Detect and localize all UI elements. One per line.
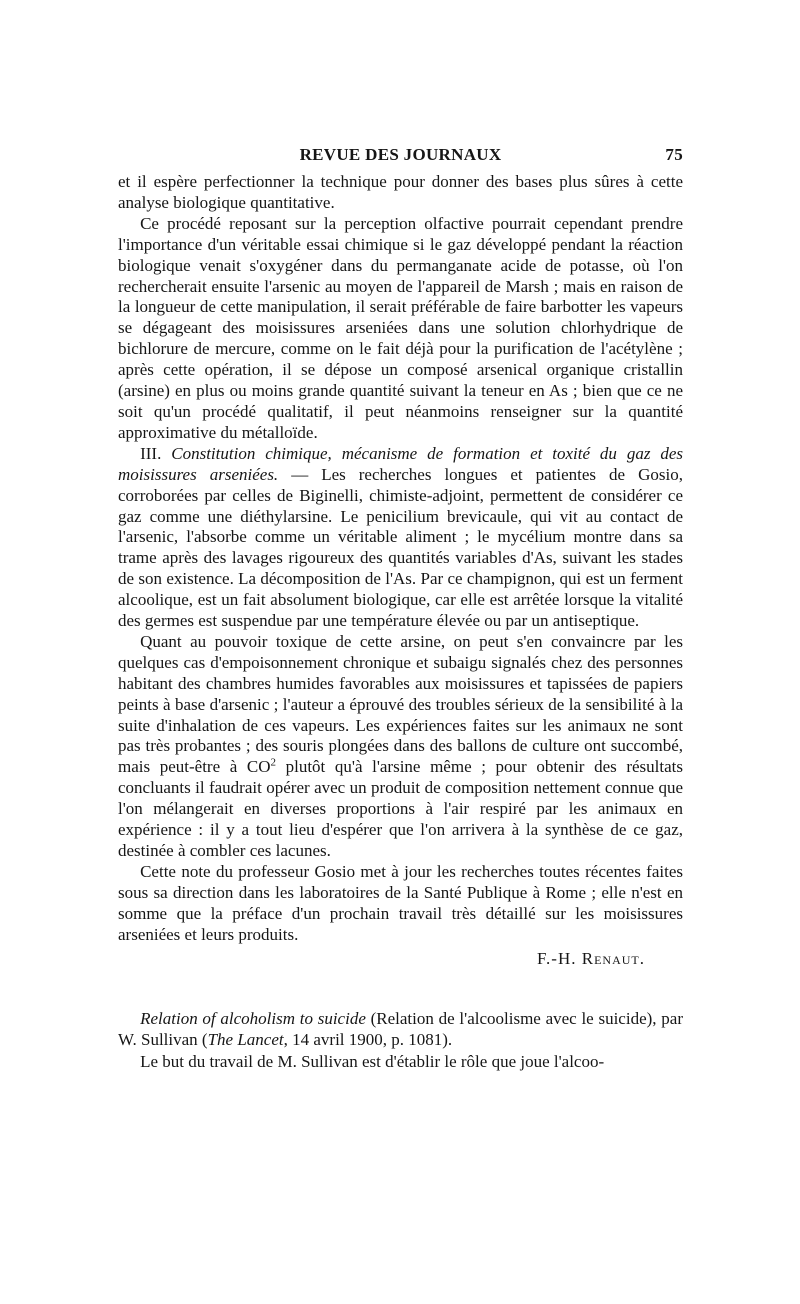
toxicity-text-b: plutôt qu'à l'arsine même ; pour obtenir des résultats concluants il faudrait opérer avec un produit de composition nettement connue que l'on mélangerait en diverses proportions à l'air respiré par les animaux en expérience : il y a tout lieu d'espérer que l'on arrivera à la synthèse de ce gaz, destinée à combler ces lacunes.	[118, 757, 683, 860]
section-number: III.	[140, 443, 162, 463]
reference-details: , 14 avril 1900, p. 1081).	[283, 1030, 453, 1050]
article-opening-line: Le but du travail de M. Sullivan est d'établir le rôle que joue l'alcoo-	[140, 1052, 605, 1072]
article-reference	[118, 1009, 683, 1051]
paragraph-section-iii	[118, 444, 683, 632]
paragraph-continuation: et il espère perfectionner la technique pour donner des bases plus sûres à cette analyse biologique quantitative.	[118, 172, 683, 212]
reference-subtitle: (Relation de l'alcoolisme avec le suicide), par W. Sullivan (	[118, 1009, 683, 1050]
running-head	[118, 145, 683, 169]
running-head-title: REVUE DES JOURNAUX	[299, 145, 502, 164]
paragraph-toxicity	[118, 632, 683, 862]
paragraph-note: Cette note du professeur Gosio met à jour les recherches toutes récentes faites sous sa direction dans les laboratoires de la Santé Publique à Rome ; elle n'est en somme que la préface d'un prochain travail très détaillé sur les moisissures arseniées et leurs produits.	[118, 861, 683, 944]
co2-superscript: 2	[270, 756, 276, 769]
section-body: — Les recherches longues et patientes de Gosio, corroborées par celles de Biginelli, chimiste-adjoint, permettent de considérer ce gaz comme une diéthylarsine. Le penicilium brevicaule, qui vit au contact de l'arsenic, l'absorbe comme un véritable aliment ; le mycélium montre dans sa trame après des lavages rigoureux des quantités variables d'As, suivant les stades de son existence. La décomposition de l'As. Par ce champignon, qui est un ferment alcoolique, est un fait absolument biologique, car elle est arrêtée lorsque la vitalité des germes est suspendue par une température élevée ou par un antiseptique.	[118, 464, 683, 631]
next-article	[118, 1009, 683, 1073]
page-number: 75	[665, 145, 683, 164]
toxicity-text-a: Quant au pouvoir toxique de cette arsine, on peut s'en convaincre par les quelques cas d'empoisonnement chronique et subaigu signalés chez des personnes habitant des chambres humides favorables aux moisissures et tapissées de papiers peints à base d'arsenic ; l'auteur a éprouvé des troubles sérieux de la sensibilité à la suite d'inhalation de ces vapeurs. Les expériences faites sur les animaux ne sont pas très probantes ; des souris plongées dans des ballons de culture ont succombé, mais peut-être à CO	[118, 631, 683, 777]
paragraph-procedure: Ce procédé reposant sur la perception olfactive pourrait cependant prendre l'importance d'un véritable essai chimique si le gaz développé pendant la réaction biologique venait s'oxygéner dans du permanganate acide de potasse, où l'on rechercherait ensuite l'arsenic au moyen de l'appareil de Marsh ; mais en raison de la longueur de cette manipulation, il serait préférable de faire barbotter les vapeurs se dégageant des moisissures arseniées dans une solution chlorhydrique de bichlorure de mercure, comme on le fait déjà pour la purification de l'acétylène ; après cette opération, il se dépose un composé arsenical organique cristallin (arsine) en plus ou moins grande quantité suivant la teneur en As ; bien que ce ne soit qu'un procédé qualitatif, il peut néanmoins renseigner sur la quantité approximative du métalloïde.	[118, 213, 683, 442]
section-title: Constitution chimique, mécanisme de formation et toxité du gaz des moisissures arseniées.	[118, 443, 684, 484]
article-body	[118, 172, 683, 1073]
reference-journal: The Lancet	[207, 1030, 284, 1050]
author-signature: F.-H. Renaut.	[536, 948, 645, 968]
reference-title: Relation of alcoholism to suicide	[140, 1009, 366, 1029]
